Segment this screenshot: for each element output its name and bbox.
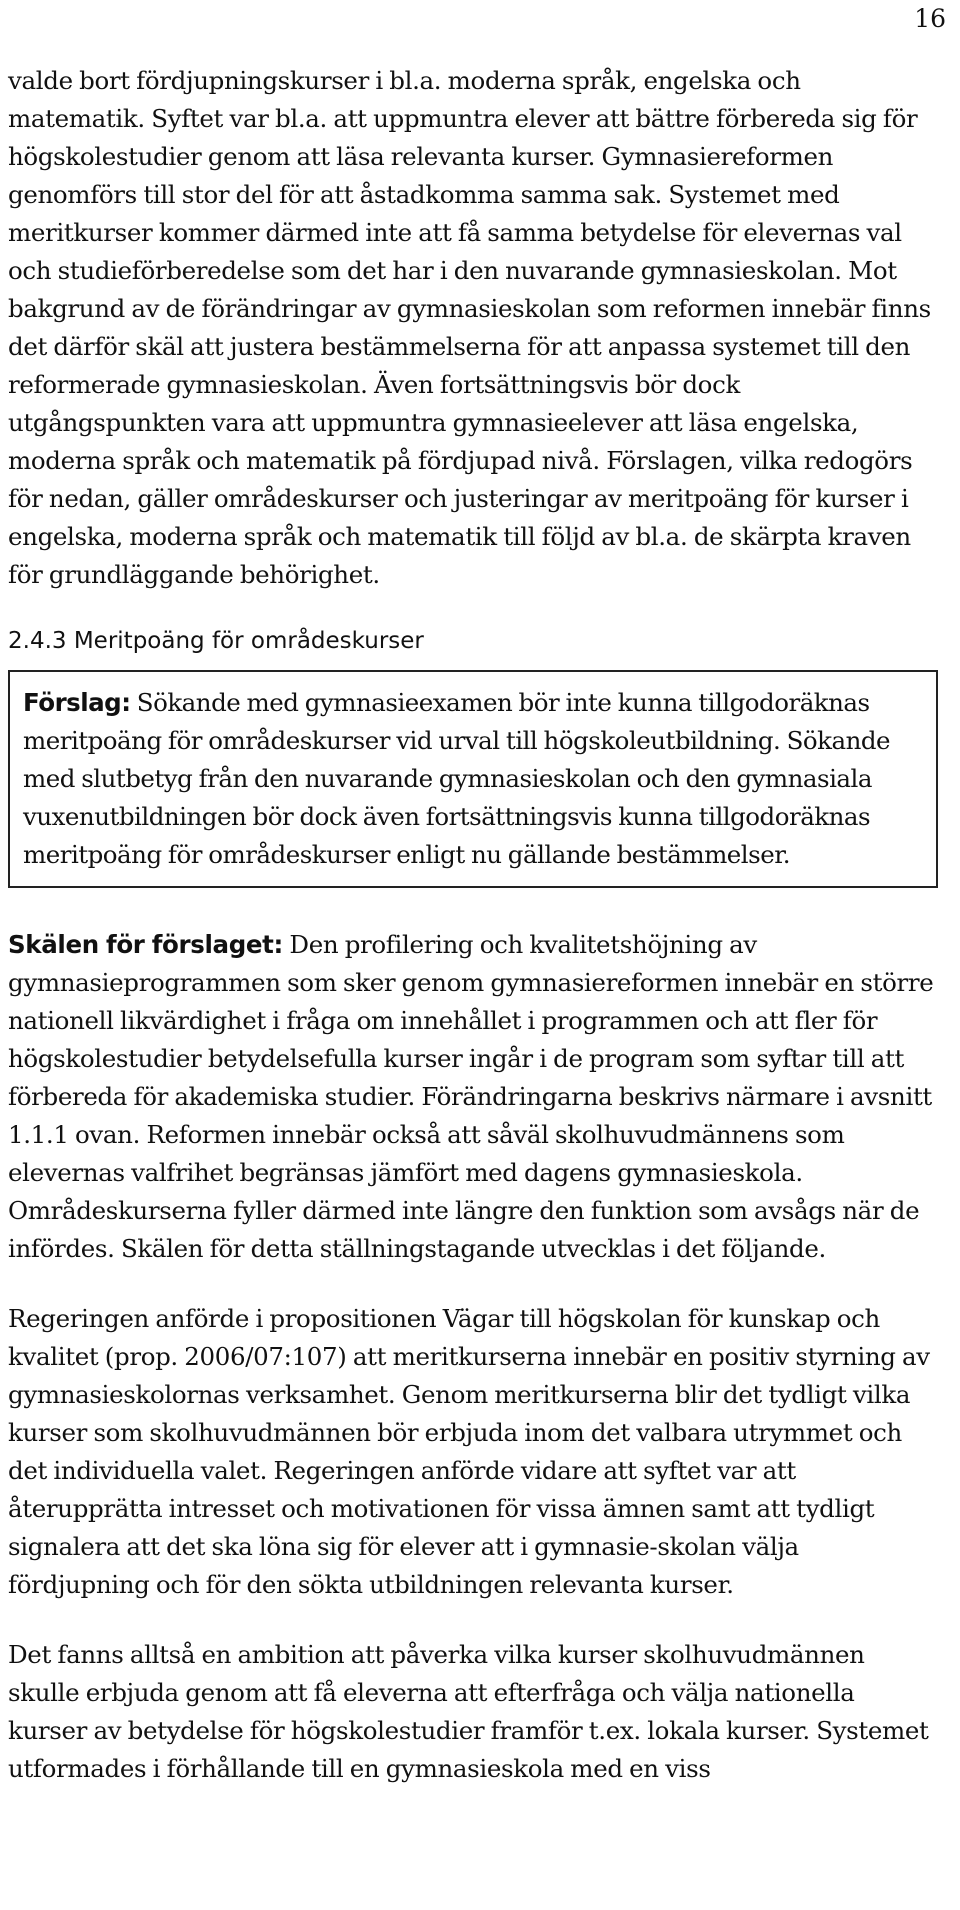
government-paragraph: Regeringen anförde i propositionen Vägar till högskolan för kunskap och kvalitet (prop. 2006/07:107) att meritkurserna innebär en positiv styrning av gymnasieskolornas verksamhet. Genom meritkurserna blir det tydligt vilka kurser som skolhuvudmännen bör erbjuda inom det valbara utrymmet och det individuella valet. Regeringen anförde vidare att syftet var att återupprätta intresset och motivationen för vissa ämnen samt att tydligt signalera att det ska löna sig för elever att i gymnasie-skolan välja fördjupning och för den sökta utbildningen relevanta kurser. [8,1304,930,1599]
page-number: 16 [914,4,946,33]
intro-paragraph: valde bort fördjupningskurser i bl.a. moderna språk, engelska och matematik. Syftet var bl.a. att uppmuntra elever att bättre förbereda sig för högskolestudier genom att läsa relevanta kurser. Gymnasiereformen genomförs till stor del för att åstadkomma samma sak. Systemet med meritkurser kommer därmed inte att få samma betydelse för elevernas val och studieförberedelse som det har i den nuvarande gymnasieskolan. Mot bakgrund av de förändringar av gymnasieskolan som reformen innebär finns det därför skäl att justera bestämmelserna för att anpassa systemet till den reformerade gymnasieskolan. Även fortsättningsvis bör dock utgångspunkten vara att uppmuntra gymnasieelever att läsa engelska, moderna språk och matematik på fördjupad nivå. Förslagen, vilka redogörs för nedan, gäller områdeskurser och justeringar av meritpoäng för kurser i engelska, moderna språk och matematik till följd av bl.a. de skärpta kraven för grundläggande behörighet. [8,66,931,589]
document-body [8,62,938,1788]
reasons-paragraph [8,926,938,1268]
section-heading: 2.4.3 Meritpoäng för områdeskurser [8,628,424,654]
reasons-text: Den profilering och kvalitetshöjning av gymnasieprogrammen som sker genom gymnasiereformen innebär en större nationell likvärdighet i fråga om innehållet i programmen och att fler för högskolestudier betydelsefulla kurser ingår i de program som syftar till att förbereda för akademiska studier. Förändringarna beskrivs närmare i avsnitt 1.1.1 ovan. Reformen innebär också att såväl skolhuvudmännens som elevernas valfrihet begränsas jämfört med dagens gymnasieskola. Områdeskurserna fyller därmed inte längre den funktion som avsågs när de infördes. Skälen för detta ställningstagande utvecklas i det följande. [8,930,934,1263]
proposal-paragraph [23,684,922,874]
proposal-lead: Förslag: [23,688,131,717]
ambition-paragraph: Det fanns alltså en ambition att påverka vilka kurser skolhuvudmännen skulle erbjuda genom att få eleverna att efterfråga och välja nationella kurser av betydelse för högskolestudier framför t.ex. lokala kurser. Systemet utformades i förhållande till en gymnasieskola med en viss [8,1640,929,1783]
proposal-box [8,670,938,888]
reasons-lead: Skälen för förslaget: [8,930,283,959]
proposal-text: Sökande med gymnasieexamen bör inte kunna tillgodoräknas meritpoäng för områdeskurser vid urval till högskoleutbildning. Sökande med slutbetyg från den nuvarande gymnasieskolan och den gymnasiala vuxenutbildningen bör dock även fortsättningsvis kunna tillgodoräknas meritpoäng för områdeskurser enligt nu gällande bestämmelser. [23,688,891,869]
